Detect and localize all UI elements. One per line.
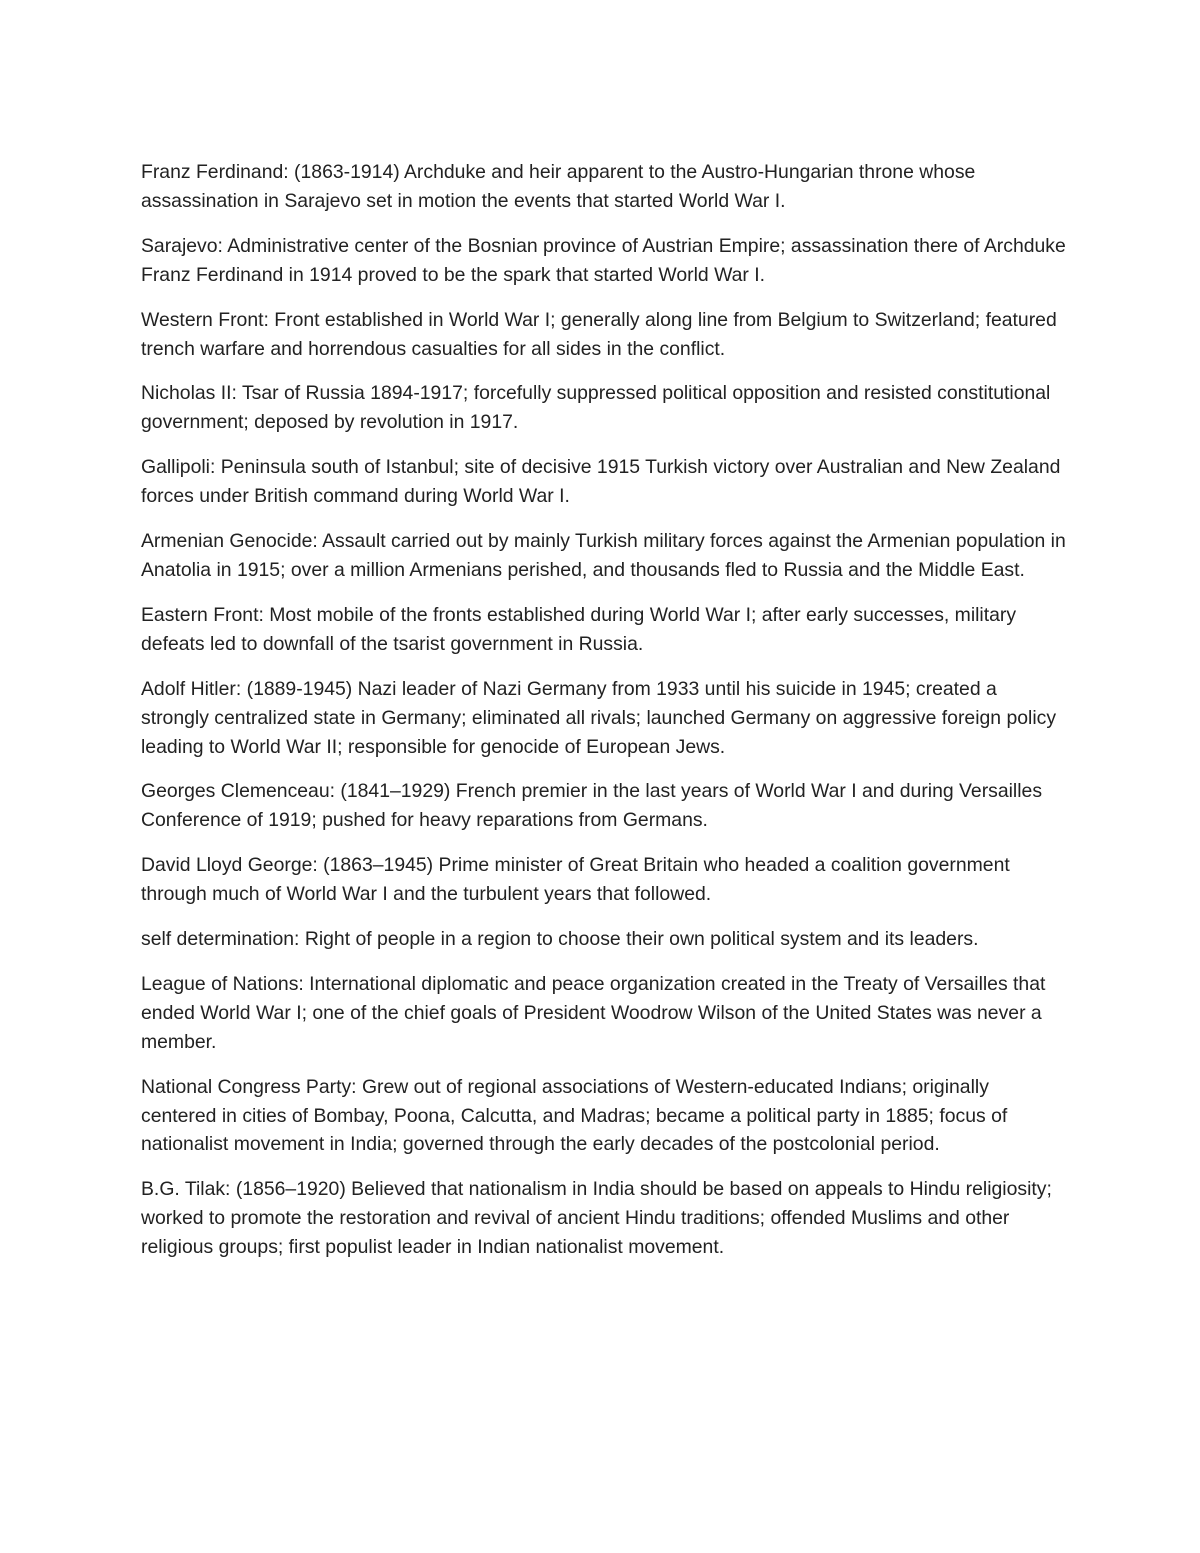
entry-league-of-nations: League of Nations: International diplomatic and peace organization created in the Treaty of Versailles that ended World War I; one of the chief goals of President Woodrow Wilson of the United States was never a member.	[141, 972, 1046, 1053]
entry-sarajevo: Sarajevo: Administrative center of the Bosnian province of Austrian Empire; assassination there of Archduke Franz Ferdinand in 1914 proved to be the spark that started World War I.	[141, 234, 1066, 286]
entry-eastern-front: Eastern Front: Most mobile of the fronts established during World War I; after early successes, military defeats led to downfall of the tsarist government in Russia.	[141, 603, 1017, 655]
entry-david-lloyd-george: David Lloyd George: (1863–1945) Prime minister of Great Britain who headed a coalition government through much of World War I and the turbulent years that followed.	[141, 854, 1010, 906]
entry-adolf-hitler: Adolf Hitler: (1889-1945) Nazi leader of Nazi Germany from 1933 until his suicide in 1945; created a strongly centralized state in Germany; eliminated all rivals; launched Germany on aggressive foreign policy leading to World War II; responsible for genocide of European Jews.	[141, 677, 1057, 758]
entry-self-determination: self determination: Right of people in a region to choose their own political system and its leaders.	[141, 928, 979, 951]
entry-western-front: Western Front: Front established in World War I; generally along line from Belgium to Switzerland; featured trench warfare and horrendous casualties for all sides in the conflict.	[141, 308, 1057, 360]
entry-gallipoli: Gallipoli: Peninsula south of Istanbul; site of decisive 1915 Turkish victory over Australian and New Zealand forces under British command during World War I.	[141, 456, 1061, 508]
entry-armenian-genocide: Armenian Genocide: Assault carried out by mainly Turkish military forces against the Armenian population in Anatolia in 1915; over a million Armenians perished, and thousands fled to Russia and the Middle East.	[141, 530, 1066, 581]
entry-nicholas-ii: Nicholas II: Tsar of Russia 1894-1917; forcefully suppressed political opposition and resisted constitutional government; deposed by revolution in 1917.	[141, 382, 1051, 434]
entry-franz-ferdinand: Franz Ferdinand: (1863-1914) Archduke and heir apparent to the Austro-Hungarian throne whose assassination in Sarajevo set in motion the events that started World War I.	[141, 161, 976, 212]
document-body	[141, 158, 1066, 1278]
entry-georges-clemenceau: Georges Clemenceau: (1841–1929) French premier in the last years of World War I and during Versailles Conference of 1919; pushed for heavy reparations from Germans.	[141, 780, 1043, 832]
entry-national-congress-party: National Congress Party: Grew out of regional associations of Western-educated Indians; originally centered in cities of Bombay, Poona, Calcutta, and Madras; became a political party in 1885; focus of nationalist movement in India; governed through the early decades of the postcolonial period.	[141, 1075, 1008, 1156]
entry-bg-tilak: B.G. Tilak: (1856–1920) Believed that nationalism in India should be based on appeals to Hindu religiosity; worked to promote the restoration and revival of ancient Hindu traditions; offended Muslims and other religious groups; first populist leader in Indian nationalist movement.	[141, 1178, 1052, 1259]
